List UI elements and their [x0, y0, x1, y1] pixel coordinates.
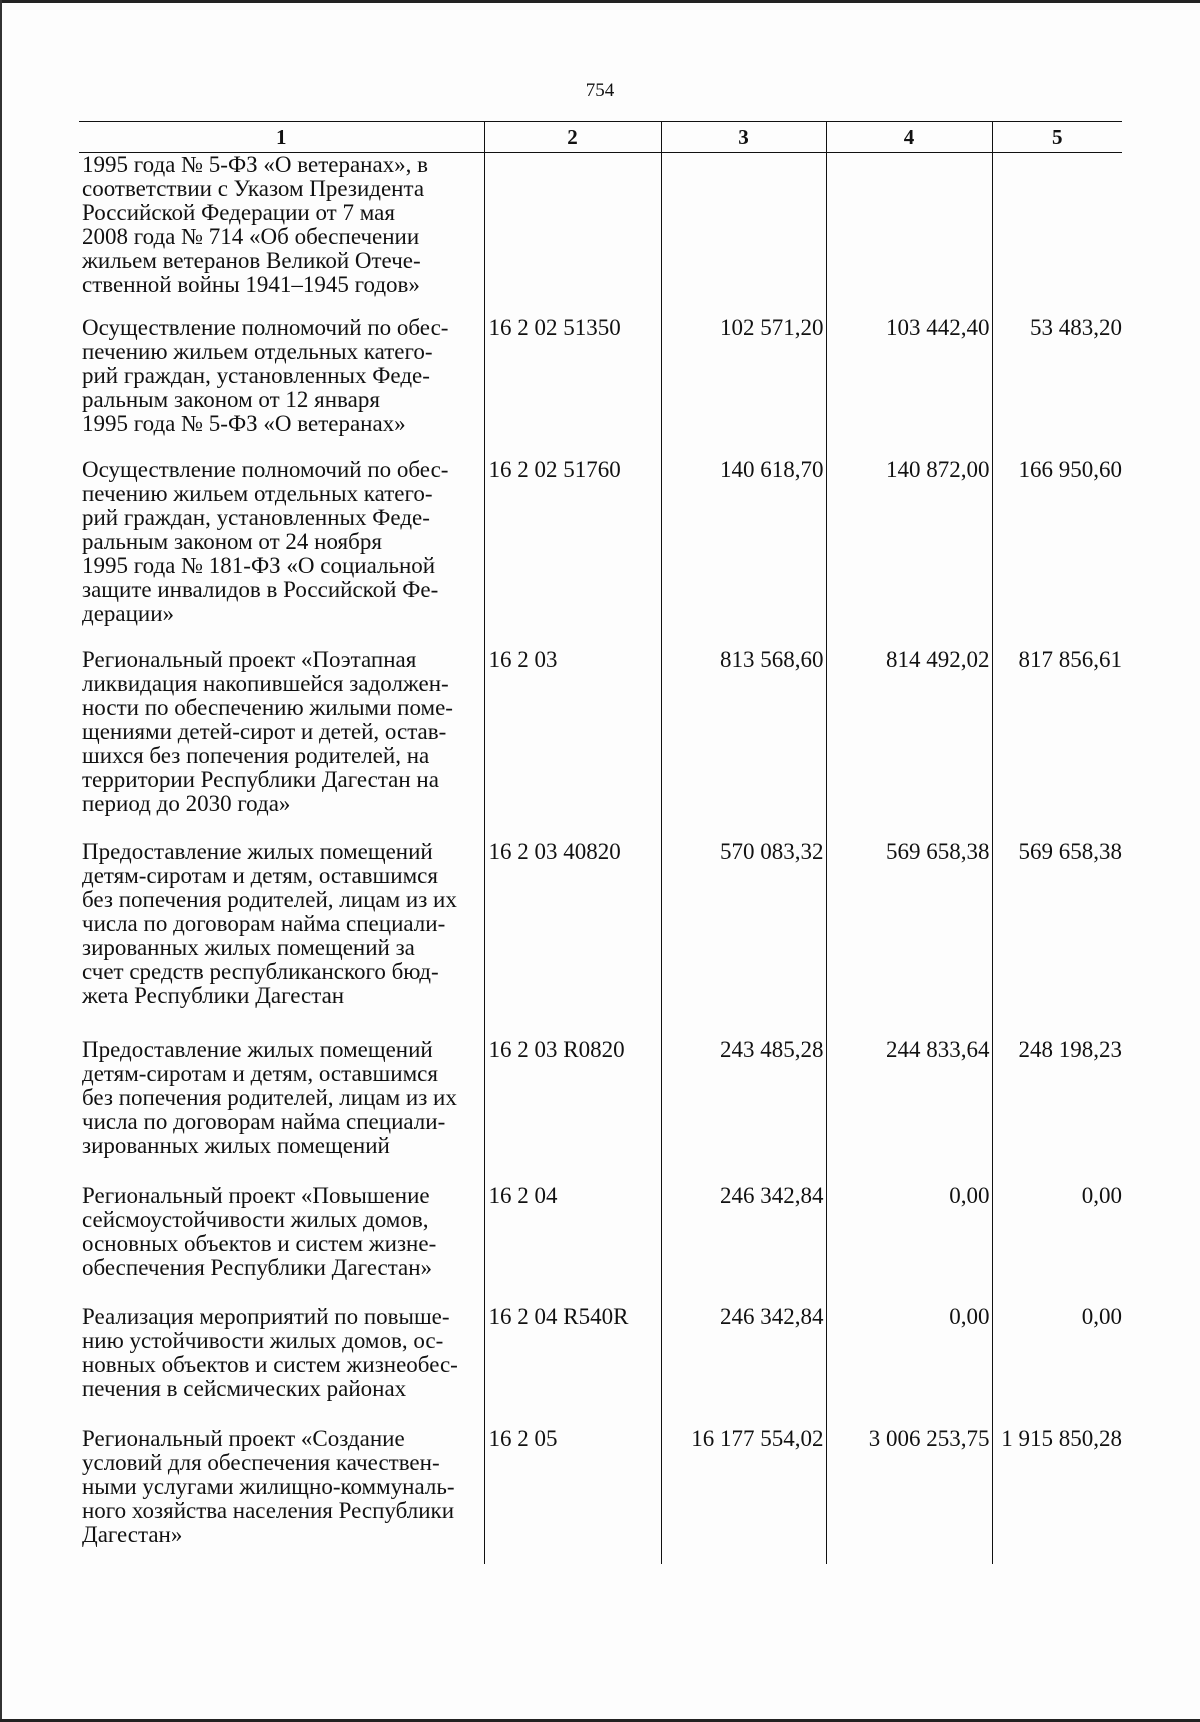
row-code: 16 2 05 — [484, 1427, 661, 1564]
row-value-4: 0,00 — [826, 1184, 992, 1305]
row-name — [79, 1038, 484, 1184]
table-row — [79, 840, 1122, 1038]
table-row — [79, 1305, 1122, 1427]
row-name — [79, 316, 484, 458]
table-body — [79, 153, 1122, 1564]
row-value-5: 1 915 850,28 — [992, 1427, 1122, 1564]
row-code: 16 2 03 — [484, 648, 661, 840]
row-value-5: 817 856,61 — [992, 648, 1122, 840]
row-value-5: 53 483,20 — [992, 316, 1122, 458]
row-name-text: Реализация мероприятий по повыше- нию устойчивости жилых домов, ос- новных объектов и систем жизнеобес- печения в сейсмических районах — [82, 1303, 458, 1401]
row-name — [79, 458, 484, 648]
row-value-4: 0,00 — [826, 1305, 992, 1427]
row-name — [79, 1427, 484, 1564]
row-name — [79, 840, 484, 1038]
row-code: 16 2 02 51760 — [484, 458, 661, 648]
row-name-text: Региональный проект «Повышение сейсмоустойчивости жилых домов, основных объектов и систем жизне- обеспечения Республики Дагестан» — [82, 1182, 437, 1280]
row-name-text: 1995 года № 5-ФЗ «О ветеранах», в соответствии с Указом Президента Российской Федерации от 7 мая 2008 года № 714 «Об обеспечении жильем ветеранов Великой Отече- ственной войны 1941–1945 годов» — [82, 152, 429, 297]
row-value-5: 0,00 — [992, 1305, 1122, 1427]
table-row — [79, 153, 1122, 316]
row-value-3: 570 083,32 — [661, 840, 826, 1038]
row-name-text: Предоставление жилых помещений детям-сиротам и детям, оставшимся без попечения родителей, лицам из их числа по договорам найма специали- зированных жилых помещений — [82, 1036, 457, 1158]
row-name — [79, 153, 484, 316]
row-value-3: 243 485,28 — [661, 1038, 826, 1184]
page-number: 754 — [585, 80, 615, 101]
row-name-text: Региональный проект «Поэтапная ликвидация накопившейся задолжен- ности по обеспечению жилыми поме- щениями детей-сирот и детей, остав- шихся без попечения родителей, на территории Республики Дагестан на период до 2030 года» — [82, 646, 453, 816]
row-value-3 — [661, 153, 826, 316]
table-row — [79, 1038, 1122, 1184]
table-row — [79, 316, 1122, 458]
row-value-4 — [826, 153, 992, 316]
row-name-text: Предоставление жилых помещений детям-сиротам и детям, оставшимся без попечения родителей, лицам из их числа по договорам найма специали- зированных жилых помещений за счет средств республиканского бюд- жета Республики Дагестан — [82, 838, 457, 1008]
row-value-5 — [992, 153, 1122, 316]
row-value-4: 3 006 253,75 — [826, 1427, 992, 1564]
row-value-5: 569 658,38 — [992, 840, 1122, 1038]
column-header-3: 3 — [661, 122, 826, 153]
row-value-4: 814 492,02 — [826, 648, 992, 840]
column-header-2: 2 — [484, 122, 661, 153]
table-header — [79, 122, 1122, 153]
row-code — [484, 153, 661, 316]
row-value-3: 246 342,84 — [661, 1305, 826, 1427]
row-value-3: 246 342,84 — [661, 1184, 826, 1305]
scan-edge-top — [0, 0, 1200, 3]
table-row — [79, 1427, 1122, 1564]
row-name — [79, 1184, 484, 1305]
row-value-3: 140 618,70 — [661, 458, 826, 648]
table-row — [79, 1184, 1122, 1305]
row-name-text: Осуществление полномочий по обес- печению жильем отдельных катего- рий граждан, установленных Феде- ральным законом от 12 января 1995 года № 5-ФЗ «О ветеранах» — [82, 314, 449, 436]
table-row — [79, 648, 1122, 840]
budget-table — [79, 121, 1122, 1564]
table-row — [79, 458, 1122, 648]
column-header-1: 1 — [79, 122, 484, 153]
row-name — [79, 648, 484, 840]
row-value-5: 248 198,23 — [992, 1038, 1122, 1184]
row-code: 16 2 02 51350 — [484, 316, 661, 458]
row-value-3: 102 571,20 — [661, 316, 826, 458]
row-value-5: 0,00 — [992, 1184, 1122, 1305]
row-value-4: 569 658,38 — [826, 840, 992, 1038]
row-value-4: 244 833,64 — [826, 1038, 992, 1184]
row-code: 16 2 04 — [484, 1184, 661, 1305]
row-code: 16 2 03 R0820 — [484, 1038, 661, 1184]
row-name-text: Региональный проект «Создание условий для обеспечения качествен- ными услугами жилищно-коммуналь- ного хозяйства населения Республики Дагестан» — [82, 1425, 455, 1547]
row-name — [79, 1305, 484, 1427]
row-value-3: 813 568,60 — [661, 648, 826, 840]
row-value-4: 103 442,40 — [826, 316, 992, 458]
column-header-5: 5 — [992, 122, 1122, 153]
row-code: 16 2 04 R540R — [484, 1305, 661, 1427]
row-name-text: Осуществление полномочий по обес- печению жильем отдельных катего- рий граждан, установленных Феде- ральным законом от 24 ноября 1995 года № 181-ФЗ «О социальной защите инвалидов в Российской Фе- дерации» — [82, 456, 449, 626]
scan-edge-left — [0, 0, 2, 1722]
header-row — [79, 122, 1122, 153]
column-header-4: 4 — [826, 122, 992, 153]
row-value-4: 140 872,00 — [826, 458, 992, 648]
row-value-5: 166 950,60 — [992, 458, 1122, 648]
row-value-3: 16 177 554,02 — [661, 1427, 826, 1564]
row-code: 16 2 03 40820 — [484, 840, 661, 1038]
